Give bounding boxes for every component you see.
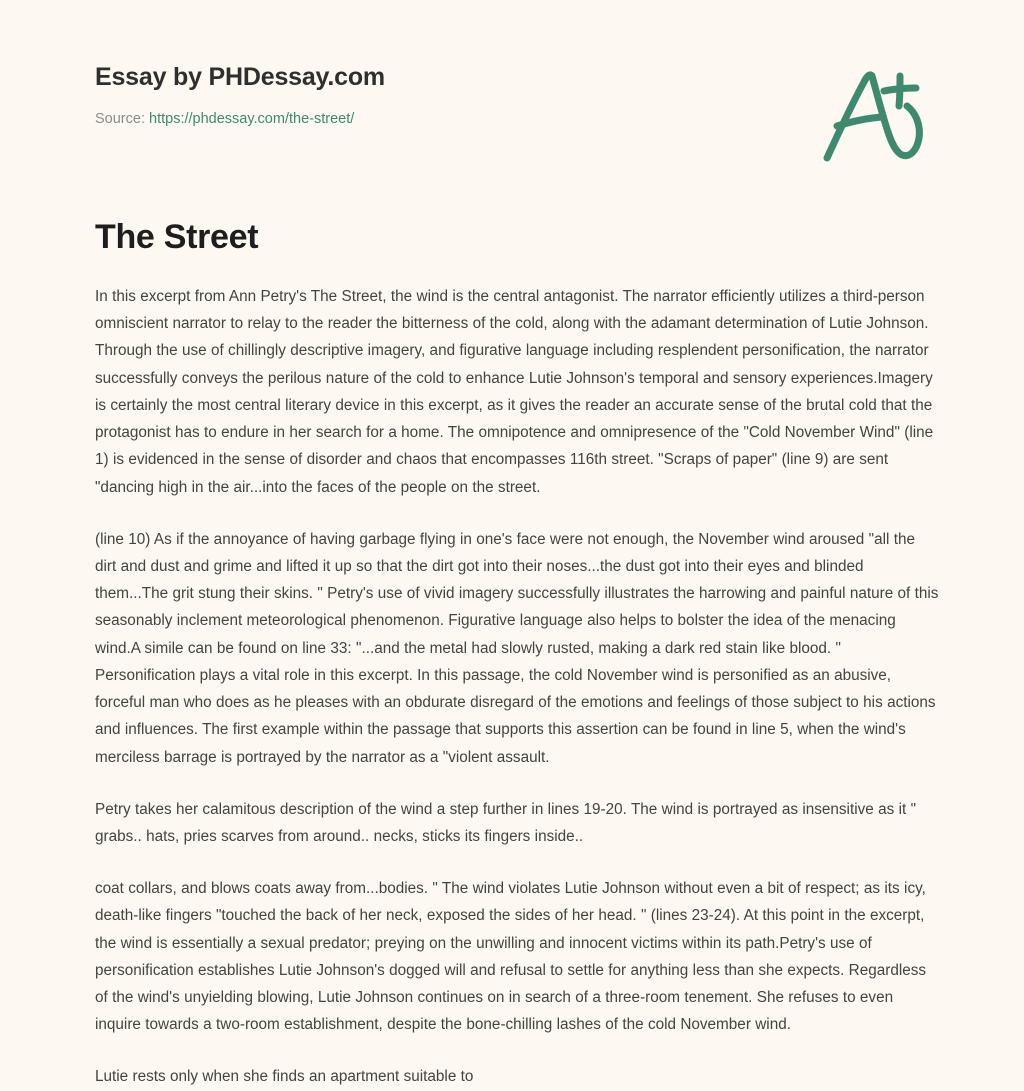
a-plus-logo bbox=[812, 62, 936, 166]
site-byline: Essay by PHDessay.com bbox=[95, 63, 385, 91]
source-label: Source: bbox=[95, 111, 145, 127]
paragraph: coat collars, and blows coats away from...bodies. " The wind violates Lutie Johnson without even a bit of respect; as its icy, death-like fingers "touched the back of her neck, exposed the sides of her head. " (lines 23-24). At this point in the excerpt, the wind is essentially a sexual predator; preying on the unwilling and innocent victims within its path.Petry's use of personification establishes Lutie Johnson's dogged will and refusal to settle for anything less than she expects. Regardless of the wind's unyielding blowing, Lutie Johnson continues on in search of a three-room tenement. She refuses to even inquire towards a two-room establishment, despite the bone-chilling lashes of the cold November wind. bbox=[95, 880, 927, 1034]
a-plus-logo-icon bbox=[812, 62, 936, 166]
paragraph: In this excerpt from Ann Petry's The Street, the wind is the central antagonist. The narrator efficiently utilizes a third-person omniscient narrator to relay to the reader the bitterness of the cold, along with the adamant determination of Lutie Johnson. Through the use of chillingly descriptive imagery, and figurative language including resplendent personification, the narrator successfully conveys the perilous nature of the cold to enhance Lutie Johnson's temporal and sensory experiences.Imagery is certainly the most central literary device in this excerpt, as it gives the reader an accurate sense of the brutal cold that the protagonist has to endure in her search for a home. The omnipotence and omnipresence of the "Cold November Wind" (line 1) is evidenced in the sense of disorder and chaos that encompasses 116th street. "Scraps of paper" (line 9) are sent "dancing high in the air...into the faces of the people on the street. bbox=[95, 288, 934, 496]
source-url-link[interactable]: https://phdessay.com/the-street/ bbox=[149, 111, 355, 127]
page-header bbox=[95, 62, 795, 129]
page-title: The Street bbox=[95, 218, 259, 256]
essay-body bbox=[95, 283, 939, 1091]
paragraph: Petry takes her calamitous description of the wind a step further in lines 19-20. The wind is portrayed as insensitive as it " grabs.. hats, pries scarves from around.. necks, sticks its fingers inside.. bbox=[95, 800, 917, 845]
paragraph: Lutie rests only when she finds an apartment suitable to bbox=[95, 1068, 474, 1086]
source-line bbox=[95, 110, 795, 129]
paragraph: (line 10) As if the annoyance of having garbage flying in one's face were not enough, the November wind aroused "all the dirt and dust and grime and lifted it up so that the dirt got into their noses...the dust got into their eyes and blinded them...The grit stung their skins. " Petry's use of vivid imagery successfully illustrates the harrowing and painful nature of this seasonably inclement meteorological phenomenon. Figurative language also helps to bolster the idea of the menacing wind.A simile can be found on line 33: "...and the metal had slowly rusted, making a dark red stain like blood. " Personification plays a vital role in this excerpt. In this passage, the cold November wind is personified as an abusive, forceful man who does as he pleases with an obdurate disregard of the emotions and feelings of those subject to his actions and influences. The first example within the passage that supports this assertion can be found in line 5, when the wind's merciless barrage is portrayed by the narrator as a "violent assault. bbox=[95, 530, 939, 766]
